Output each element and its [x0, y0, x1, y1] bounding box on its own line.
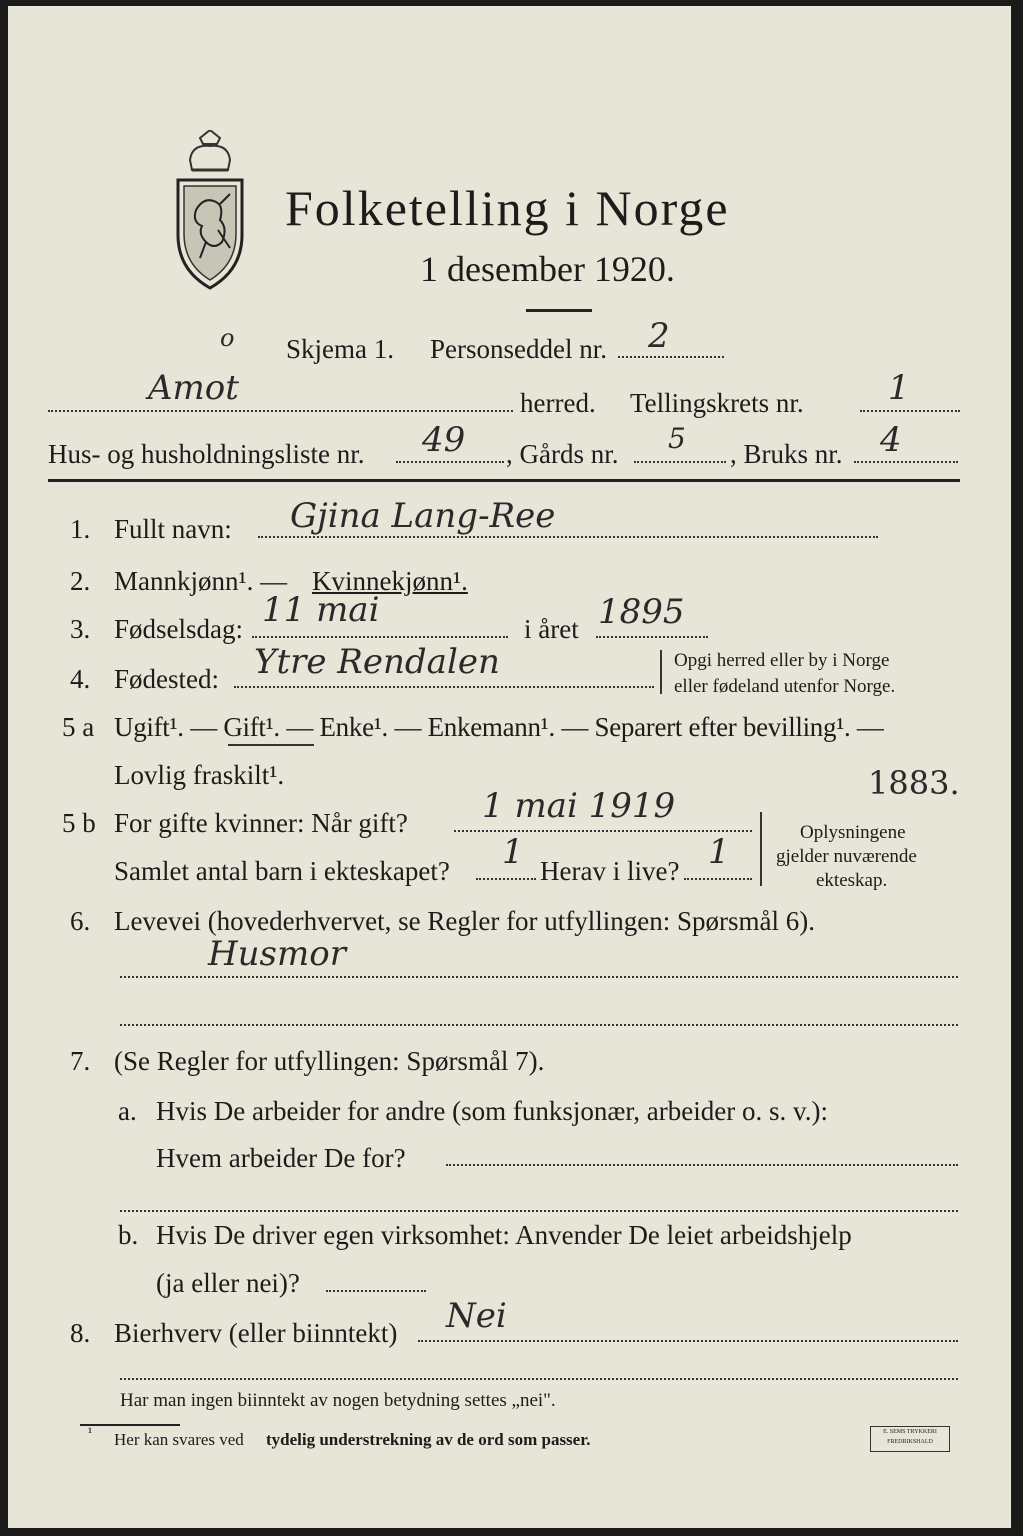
printer-line1: E. SEMS TRYKKERI [883, 1429, 937, 1435]
q8-value: Nei [446, 1296, 507, 1336]
q5b-note-line1: Oplysningene [800, 822, 906, 843]
footnote-text: Her kan svares ved [114, 1430, 244, 1449]
q7b-field [326, 1290, 426, 1292]
q6-field-line2 [120, 1024, 958, 1026]
personseddel-value: 2 [648, 316, 670, 356]
q5a-gift-underline [228, 744, 314, 746]
q6-field-line1 [120, 976, 958, 978]
q5b-label: For gifte kvinner: Når gift? [114, 808, 408, 838]
gards-label: , Gårds nr. [506, 439, 619, 469]
q7b-number: b. [118, 1220, 139, 1250]
q4-field [234, 686, 654, 688]
husholdningsliste-value: 49 [422, 420, 466, 460]
q3-value: 11 mai [262, 590, 380, 630]
gards-field [634, 461, 726, 463]
q5a-number: 5 a [62, 712, 95, 742]
printer-mark [870, 1426, 950, 1452]
q8-field [418, 1340, 958, 1342]
schema-mark: o [220, 324, 235, 352]
q6-value: Husmor [208, 934, 346, 974]
footnote-bold: tydelig understrekning av de ord som passer. [266, 1430, 591, 1449]
q7a-text: Hvis De arbeider for andre (som funksjonær, arbeider o. s. v.): [156, 1096, 828, 1126]
q4-number: 4. [70, 664, 91, 694]
bruks-label: , Bruks nr. [730, 439, 843, 469]
header-rule [48, 479, 960, 482]
q5b-children-value: 1 [502, 832, 524, 872]
q7a-field [446, 1164, 958, 1166]
q5a-options: Ugift¹. — Gift¹. — Enke¹. — Enkemann¹. — Separert efter bevilling¹. — [114, 712, 884, 742]
census-form [8, 6, 1011, 1528]
tellingskrets-field [860, 410, 960, 412]
q8-label: Bierhverv (eller biinntekt) [114, 1318, 398, 1348]
husholdningsliste-field [396, 461, 504, 463]
q4-value: Ytre Rendalen [254, 642, 500, 682]
q7-label: (Se Regler for utfyllingen: Spørsmål 7). [114, 1046, 545, 1076]
footnote-rule [80, 1424, 180, 1426]
q8-field-line2 [120, 1378, 958, 1380]
q4-brace [660, 650, 666, 694]
q4-note-line2: eller fødeland utenfor Norge. [674, 676, 896, 697]
coat-of-arms-lion-icon [170, 130, 250, 290]
q3-field [252, 636, 508, 638]
q1-value: Gjina Lang-Ree [290, 496, 556, 536]
q5b-note-line2: gjelder nuværende [776, 846, 917, 867]
q5b-alive-value: 1 [708, 832, 730, 872]
printer-line2: FREDRIKSHALD [887, 1439, 933, 1445]
q4-note-line1: Opgi herred eller by i Norge [674, 650, 890, 671]
form-date: 1 desember 1920. [420, 249, 675, 289]
q1-label: Fullt navn: [114, 514, 232, 544]
q6-label: Levevei (hovederhvervet, se Regler for utfyllingen: Spørsmål 6). [114, 906, 816, 936]
q5b-alive-label: Herav i live? [540, 856, 680, 886]
schema-label: Skjema 1. [286, 334, 394, 364]
q2-number: 2. [70, 566, 91, 596]
personseddel-field [618, 356, 724, 358]
title-divider [526, 309, 592, 312]
q5b-children-label: Samlet antal barn i ekteskapet? [114, 856, 450, 886]
bruks-value: 4 [880, 420, 902, 460]
q5b-note-line3: ekteskap. [816, 870, 888, 891]
q4-label: Fødested: [114, 664, 219, 694]
q5b-margin-note: 1883. [868, 764, 960, 802]
q1-field [258, 536, 878, 538]
q5b-number: 5 b [62, 808, 96, 838]
herred-field [48, 410, 513, 412]
husholdningsliste-label: Hus- og husholdningsliste nr. [48, 439, 365, 469]
q5a-line2: Lovlig fraskilt¹. [114, 760, 285, 790]
q7a-number: a. [118, 1096, 137, 1126]
q7b-question: (ja eller nei)? [156, 1268, 300, 1298]
herred-label: herred. [520, 388, 596, 418]
q3-year-label: i året [524, 614, 579, 644]
q2-female: Kvinnekjønn¹. [312, 566, 468, 596]
tellingskrets-value: 1 [888, 368, 910, 408]
q8-number: 8. [70, 1318, 91, 1348]
q1-number: 1. [70, 514, 91, 544]
q5b-alive-field [684, 878, 752, 880]
footnote-mark: ¹ [88, 1426, 93, 1441]
q3-number: 3. [70, 614, 91, 644]
q2-male: Mannkjønn¹. — [114, 566, 288, 596]
herred-value: Amot [148, 368, 239, 408]
q3-label: Fødselsdag: [114, 614, 244, 644]
q7-number: 7. [70, 1046, 91, 1076]
bruks-field [854, 461, 958, 463]
personseddel-label: Personseddel nr. [430, 334, 607, 364]
footer-note: Har man ingen biinntekt av nogen betydning settes „nei". [120, 1390, 556, 1411]
q7b-text: Hvis De driver egen virksomhet: Anvender De leiet arbeidshjelp [156, 1220, 852, 1250]
q6-number: 6. [70, 906, 91, 936]
gards-value: 5 [668, 422, 686, 455]
q3-year-field [596, 636, 708, 638]
q5b-brace [760, 812, 768, 886]
form-title: Folketelling i Norge [285, 180, 730, 236]
q5b-value: 1 mai 1919 [482, 786, 676, 826]
q7a-question: Hvem arbeider De for? [156, 1143, 406, 1173]
q7a-field-line2 [120, 1210, 958, 1212]
q5b-children-field [476, 878, 536, 880]
tellingskrets-label: Tellingskrets nr. [630, 388, 804, 418]
q3-year-value: 1895 [598, 592, 685, 632]
